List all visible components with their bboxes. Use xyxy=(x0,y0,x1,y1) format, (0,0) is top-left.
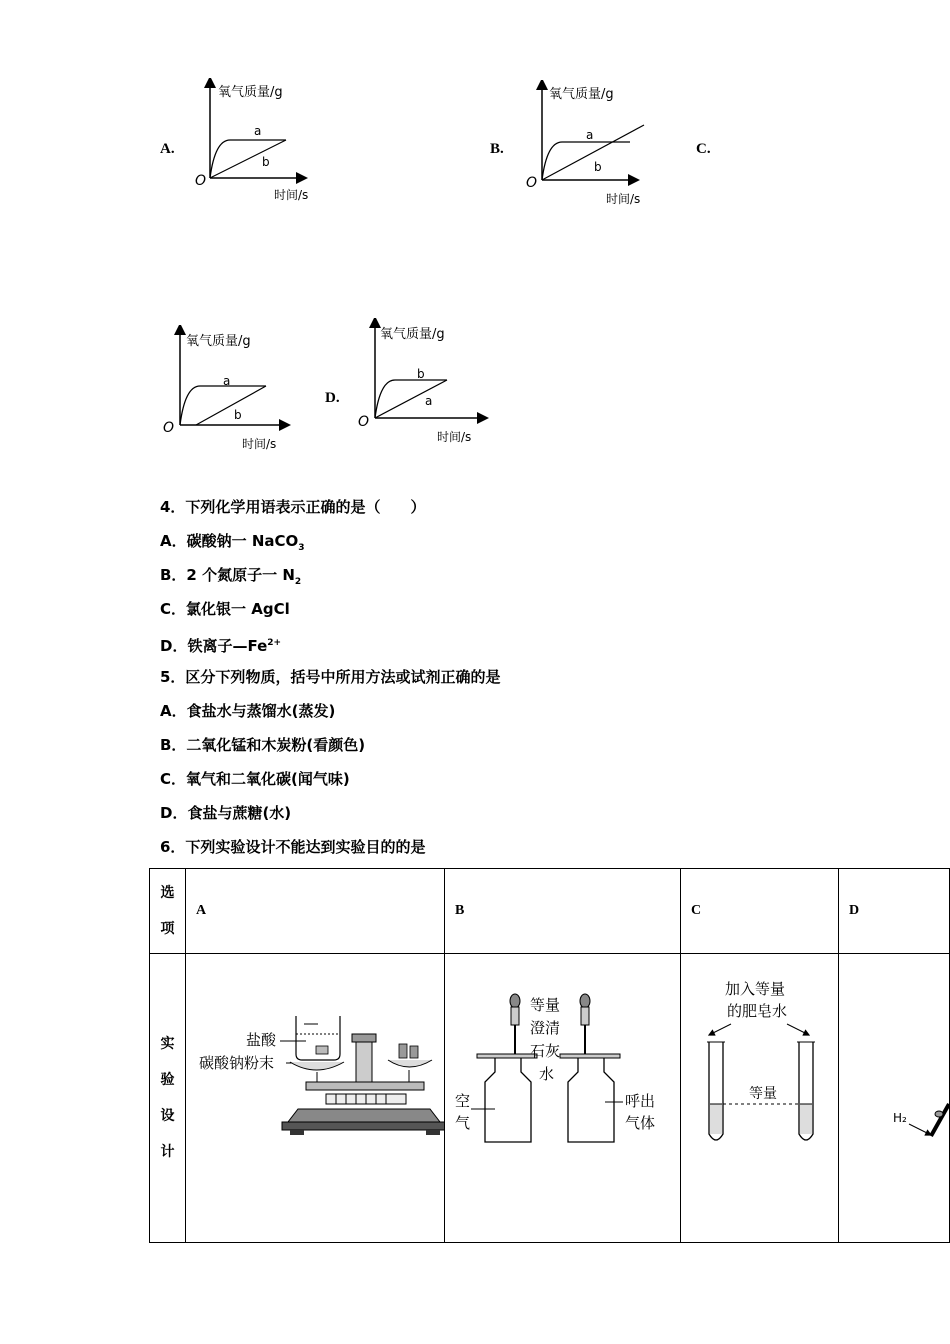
q5-option-a: A．食盐水与蒸馏水(蒸发) xyxy=(160,702,336,720)
q5-stem: 5．区分下列物质，括号中所用方法或试剂正确的是 xyxy=(160,668,501,686)
q4-stem: 4．下列化学用语表示正确的是（ ） xyxy=(160,498,426,516)
origin: O xyxy=(526,175,538,191)
label-breath-2: 气体 xyxy=(625,1114,656,1132)
q4-option-d: D．铁离子$—Fe^{2+}$ xyxy=(160,637,282,655)
soap-label-2: 的肥皂水 xyxy=(727,1002,788,1020)
label-equal: 等量 xyxy=(530,996,561,1014)
hcl-label: 盐酸 xyxy=(246,1031,277,1049)
test-tubes-diagram xyxy=(681,954,838,1238)
line-b-label: b xyxy=(262,155,270,169)
q4-option-c: C．氯化银一 AgCl xyxy=(160,600,290,618)
line-b xyxy=(210,140,286,178)
h2-label: H₂ xyxy=(893,1111,907,1125)
label-air-1: 空 xyxy=(455,1092,471,1110)
graph-b xyxy=(522,80,662,210)
x-label: 时间/s xyxy=(274,188,309,202)
q5-option-d: D．食盐与蔗糖(水) xyxy=(160,804,292,822)
y-label: 氧气质量/g xyxy=(380,327,445,342)
header-b: B xyxy=(445,869,681,954)
label-clear: 澄清 xyxy=(530,1019,561,1037)
label-breath-1: 呼出 xyxy=(625,1092,656,1110)
origin: O xyxy=(195,173,207,189)
header-option: 选 项 xyxy=(150,869,186,954)
design-d xyxy=(839,954,950,1243)
curve-a-label: a xyxy=(586,128,594,142)
design-b xyxy=(445,954,681,1243)
table-header-row xyxy=(150,869,950,954)
x-label: 时间/s xyxy=(606,192,641,206)
line-b-label: b xyxy=(594,160,602,174)
header-a: A xyxy=(186,869,445,954)
design-c xyxy=(681,954,839,1243)
experiment-table xyxy=(149,868,950,1243)
line-b xyxy=(196,386,266,425)
curve-a xyxy=(542,142,630,180)
graph-a xyxy=(190,78,330,208)
q4-option-a: A．碳酸钠一 NaCO$_3$ xyxy=(160,532,305,553)
y-label: 氧气质量/g xyxy=(218,85,283,100)
graph-c xyxy=(160,325,300,455)
na2co3-label: 碳酸钠粉末 xyxy=(199,1054,275,1072)
balance-diagram xyxy=(186,954,444,1238)
row-label: 实 验 设 计 xyxy=(150,954,186,1243)
option-a-label: A. xyxy=(160,141,175,157)
label-lime: 石灰 xyxy=(530,1042,561,1060)
hydrogen-diagram xyxy=(839,954,949,1238)
option-c-label: C. xyxy=(696,141,711,157)
q5-option-c: C．氧气和二氧化碳(闻气味) xyxy=(160,770,350,788)
y-label: 氧气质量/g xyxy=(549,87,614,102)
line-b-label: b xyxy=(234,408,242,422)
curve-a xyxy=(180,386,266,425)
origin: O xyxy=(163,420,175,436)
q4-option-b: B．2 个氮原子一 $N_2$ xyxy=(160,566,302,587)
line-a xyxy=(375,380,447,418)
curve-a-label: a xyxy=(254,124,262,138)
curve-a-label: a xyxy=(223,374,231,388)
curve-b-label: b xyxy=(417,367,425,381)
option-d-label: D. xyxy=(325,390,340,406)
x-label: 时间/s xyxy=(437,430,472,444)
q5-option-b: B．二氧化锰和木炭粉(看颜色) xyxy=(160,736,366,754)
label-air-2: 气 xyxy=(455,1114,471,1132)
x-label: 时间/s xyxy=(242,437,277,451)
graph-d xyxy=(355,318,495,448)
design-a xyxy=(186,954,445,1243)
header-d: D xyxy=(839,869,950,954)
origin: O xyxy=(358,414,370,430)
soap-label-1: 加入等量 xyxy=(725,980,786,998)
line-a-label: a xyxy=(425,394,433,408)
q6-stem: 6．下列实验设计不能达到实验目的的是 xyxy=(160,838,426,856)
bottles-diagram xyxy=(445,954,680,1238)
header-c: C xyxy=(681,869,839,954)
equal-label: 等量 xyxy=(749,1086,777,1102)
option-b-label: B. xyxy=(490,141,504,157)
table-design-row xyxy=(150,954,950,1243)
y-label: 氧气质量/g xyxy=(186,334,251,349)
label-water: 水 xyxy=(539,1065,555,1083)
